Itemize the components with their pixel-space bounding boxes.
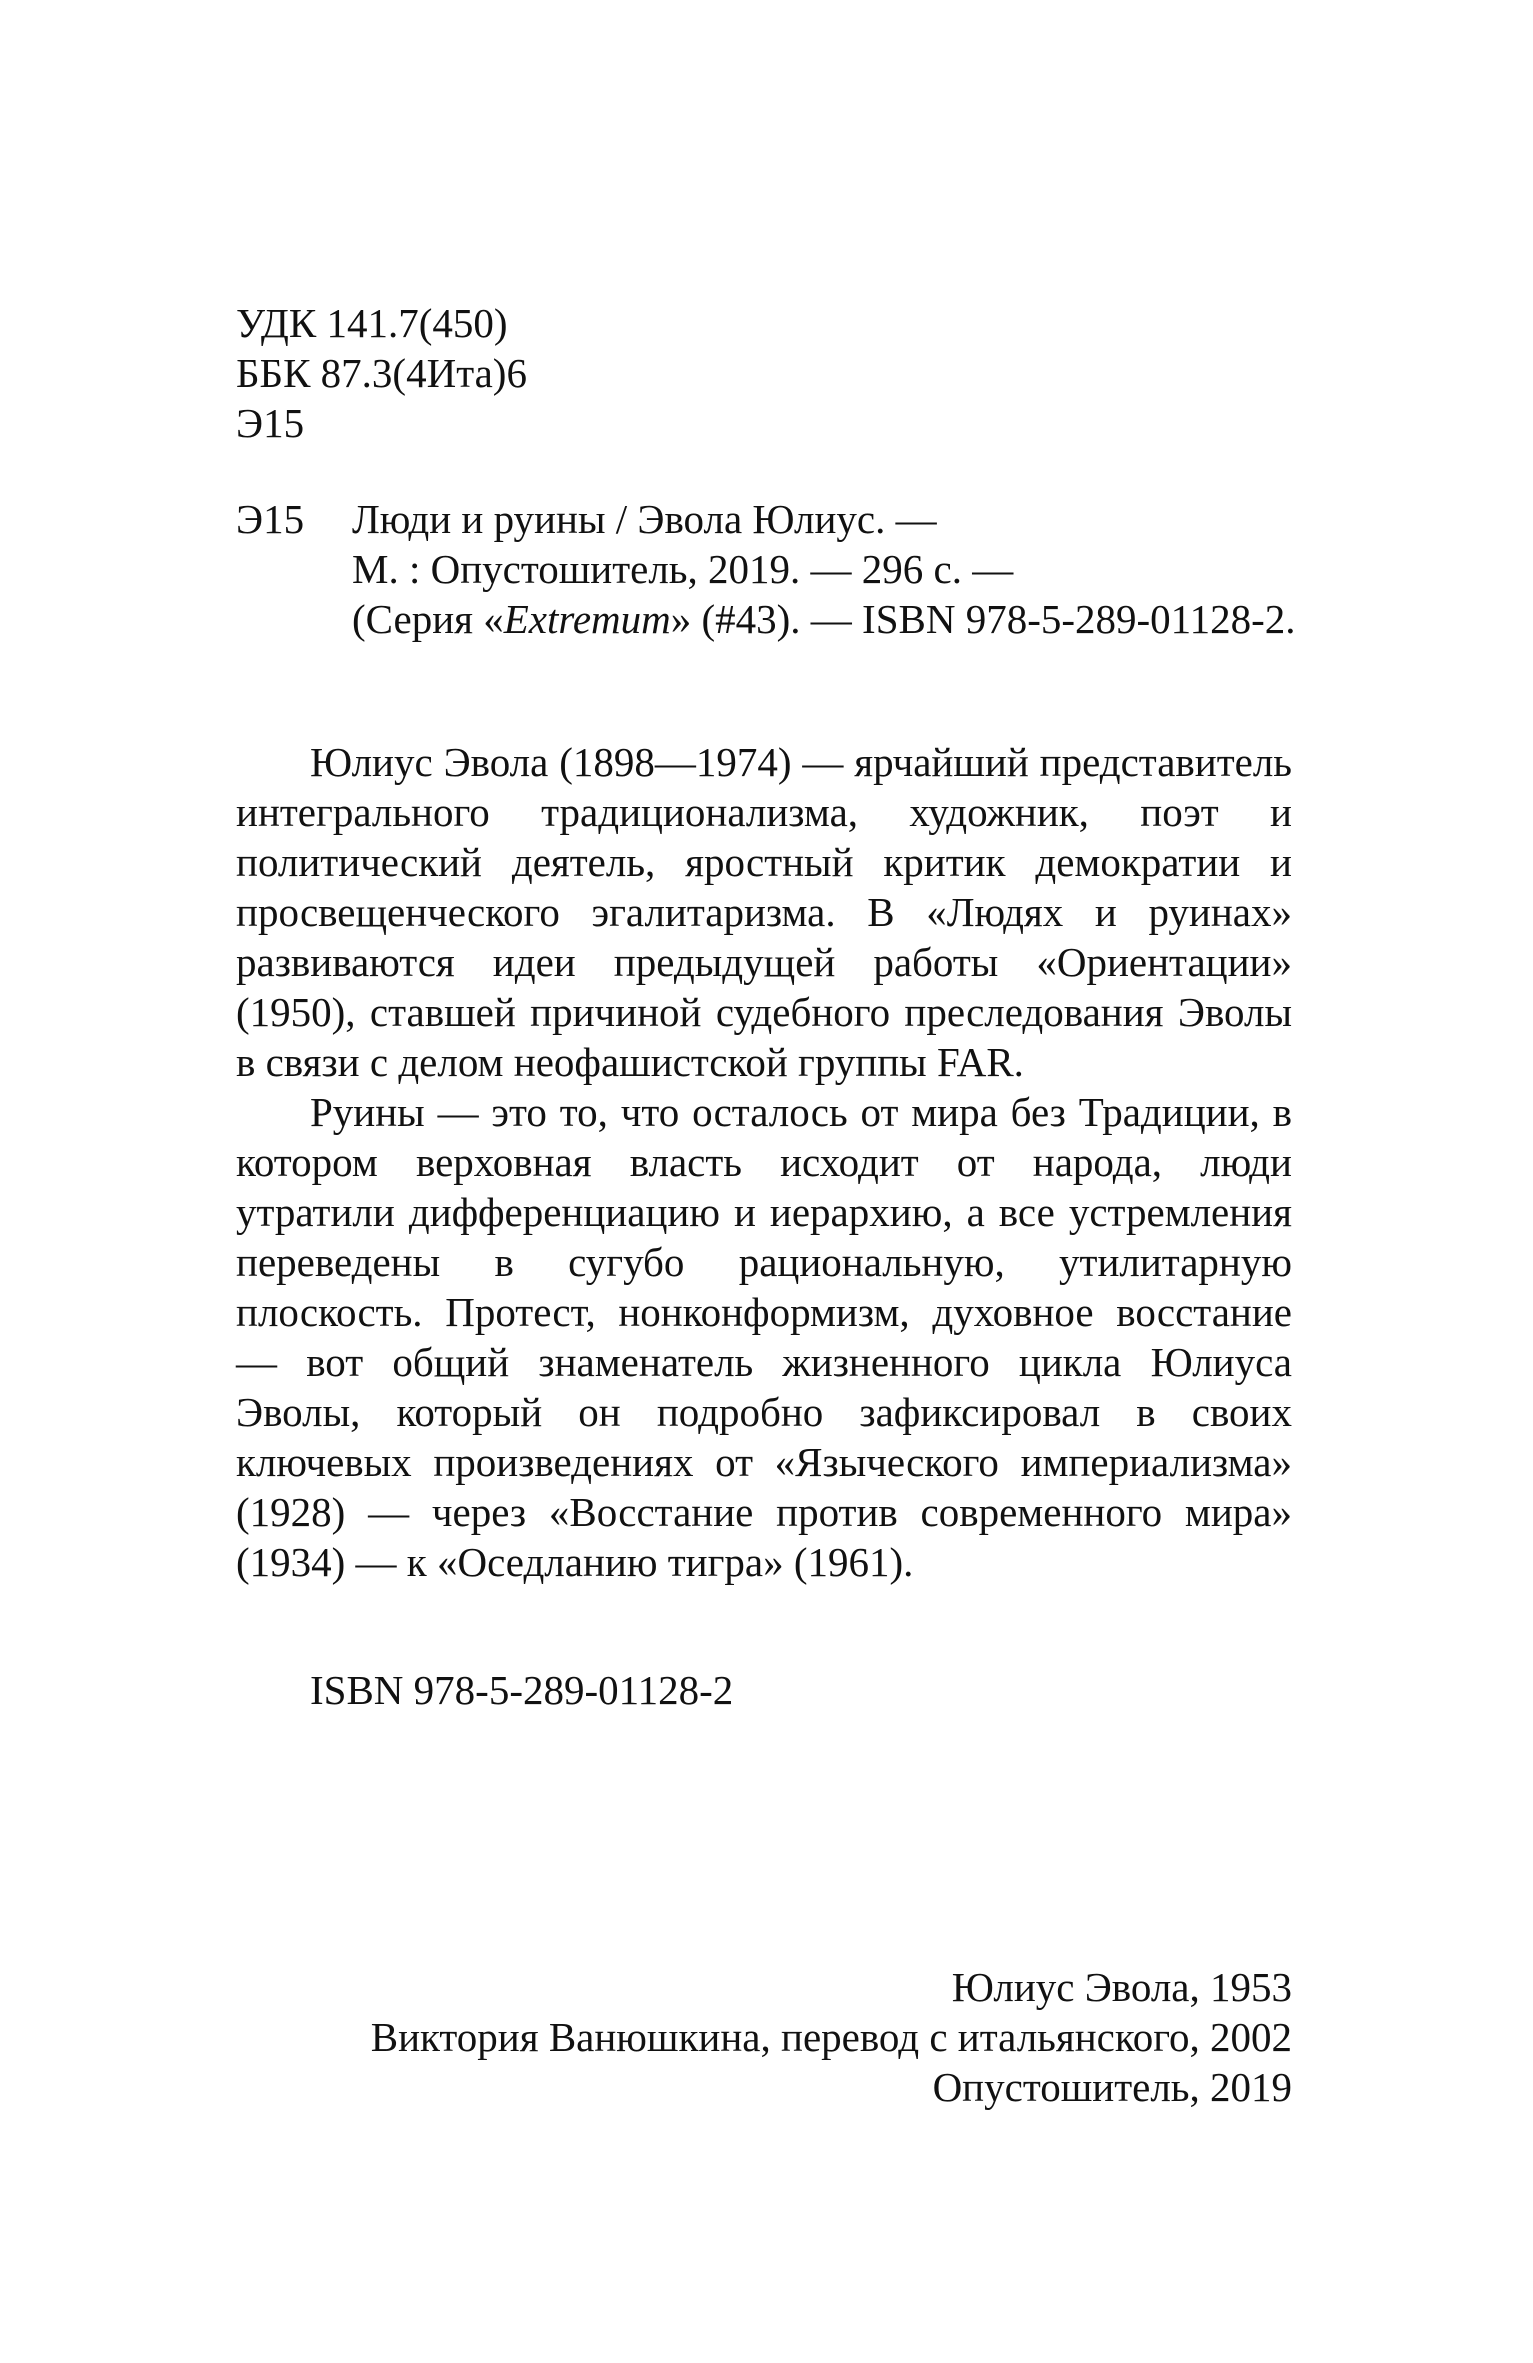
annotation-paragraph-2: Руины — это то, что осталось от мира без Традиции, в котором верховная власть исходит от народа, люди утратили дифференциацию и иерархию, а все устремления переведены в сугубо рациональную, утилитарную плоскость. Протест, нонконформизм, духовное восстание — вот общий знаменатель жизненного цикла Юлиуса Эволы, который он подробно зафиксировал в своих ключевых произведениях от «Языческого империализма» (1928) — через «Восстание против современного мира» (1934) — к «Оседланию тигра» (1961).	[236, 1089, 1292, 1585]
series-name: Extremum	[503, 596, 671, 642]
copyright-publisher: Опустошитель, 2019	[932, 2064, 1292, 2110]
copyright-block	[371, 1962, 1292, 2112]
isbn-number: ISBN 978-5-289-01128-2	[310, 1667, 734, 1713]
catalog-entry-line-imprint: М. : Опустошитель, 2019. — 296 с. —	[352, 546, 1014, 592]
classification-codes	[236, 298, 527, 448]
catalog-entry-body	[352, 494, 1296, 644]
bbk-code: ББК 87.3(4Ита)6	[236, 350, 527, 396]
catalog-entry-line-title: Люди и руины / Эвола Юлиус. —	[352, 496, 937, 542]
annotation	[236, 737, 1292, 1587]
catalog-entry-code: Э15	[236, 496, 305, 542]
annotation-paragraph-1: Юлиус Эвола (1898—1974) — ярчайший представитель интегрального традиционализма, художник, поэт и политический деятель, яростный критик демократии и просвещенческого эгалитаризма. В «Людях и руинах» развиваются идеи предыдущей работы «Ориентации» (1950), ставшей причиной судебного преследования Эволы в связи с делом неофашистской группы FAR.	[236, 739, 1292, 1085]
copyright-author: Юлиус Эвола, 1953	[951, 1964, 1292, 2010]
series-prefix: (Серия «	[352, 596, 504, 642]
catalog-entry-line-series	[352, 594, 1296, 644]
series-suffix: » (#43). — ISBN 978-5-289-01128-2.	[670, 596, 1296, 642]
copyright-translator: Виктория Ванюшкина, перевод с итальянского, 2002	[370, 2014, 1292, 2060]
author-mark: Э15	[236, 400, 305, 446]
udk-code: УДК 141.7(450)	[236, 300, 508, 346]
